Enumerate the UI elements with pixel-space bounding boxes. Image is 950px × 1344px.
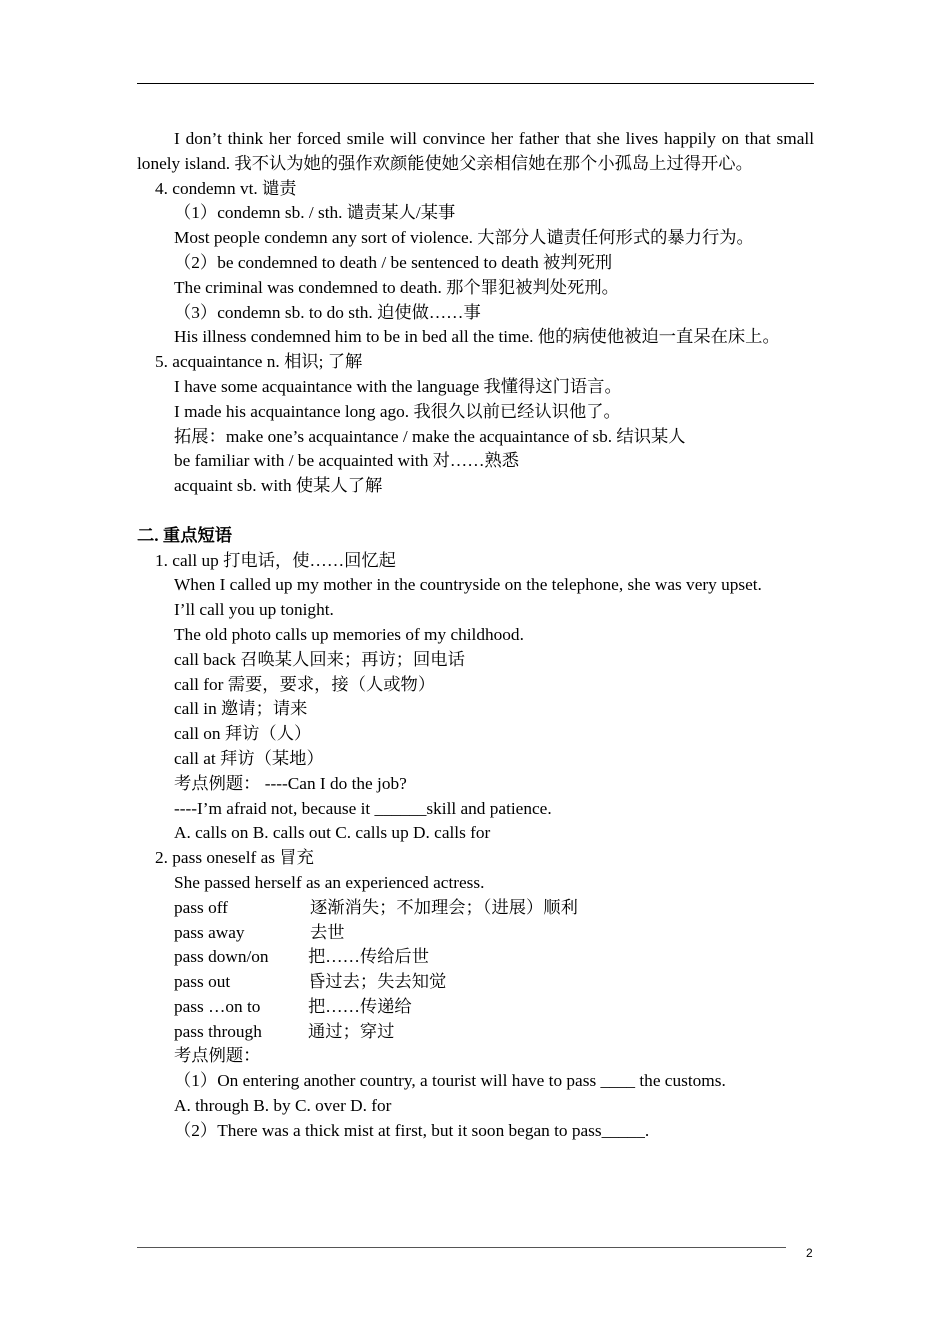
example-sentence: His illness condemned him to be in bed all the time. 他的病使他被迫一直呆在床上。 xyxy=(174,327,780,347)
phrase-item: call in 邀请；请来 xyxy=(174,699,308,719)
vocab-heading-acquaintance: 5. acquaintance n. 相识; 了解 xyxy=(155,352,363,372)
example-sentence: I don’t think her forced smile will convince her father that she lives happily on that small lonely island. 我不认为她的强作欢颜能使她父亲相信她在那个小孤岛上过得开心。 xyxy=(137,129,814,173)
example-sentence: The criminal was condemned to death. 那个罪犯被判处死刑。 xyxy=(174,277,619,297)
footer-rule xyxy=(137,1247,786,1248)
phrase-meaning: 通过；穿过 xyxy=(308,1021,395,1041)
example-sentence: The old photo calls up memories of my childhood. xyxy=(174,624,524,644)
section-heading: 二. 重点短语 xyxy=(137,525,233,545)
phrase-item: call back 召唤某人回来；再访；回电话 xyxy=(174,649,465,669)
phrase-item: call on 拜访（人） xyxy=(174,724,312,744)
example-sentence: I’ll call you up tonight. xyxy=(174,600,334,620)
phrase-term: pass down/on xyxy=(174,947,269,967)
phrase-meaning: 逐渐消失；不加理会；（进展）顺利 xyxy=(310,897,578,917)
document-body xyxy=(137,127,814,1144)
phrase-term: pass …on to xyxy=(174,996,261,1016)
exercise-question: 考点例题： ----Can I do the job? xyxy=(174,773,407,793)
vocab-heading-condemn: 4. condemn vt. 谴责 xyxy=(155,178,297,198)
exercise-question: ----I’m afraid not, because it ______skill and patience. xyxy=(174,798,552,818)
phrase-term: pass through xyxy=(174,1021,262,1041)
phrase-term: pass off xyxy=(174,897,228,917)
phrase-item: call for 需要，要求，接（人或物） xyxy=(174,674,436,694)
phrase-item: call at 拜访（某地） xyxy=(174,748,324,768)
example-sentence: When I called up my mother in the countryside on the telephone, she was very upset. xyxy=(174,575,762,595)
phrase-heading-call-up: 1. call up 打电话，使……回忆起 xyxy=(155,550,396,570)
phrase-meaning: 去世 xyxy=(310,922,345,942)
phrase-term: pass out xyxy=(174,972,231,992)
page-number: 2 xyxy=(806,1246,813,1260)
phrase-heading-pass-oneself-as: 2. pass oneself as 冒充 xyxy=(155,848,314,868)
phrase-item xyxy=(137,945,814,970)
usage-item: （2）be condemned to death / be sentenced to death 被判死刑 xyxy=(174,252,613,272)
header-rule xyxy=(137,83,814,84)
phrase-item xyxy=(137,896,814,921)
exercise-label: 考点例题： xyxy=(174,1046,261,1066)
exercise-options: A. through B. by C. over D. for xyxy=(174,1096,392,1116)
phrase-meaning: 把……传递给 xyxy=(308,996,412,1016)
phrase-item xyxy=(137,1020,814,1045)
phrase-item xyxy=(137,921,814,946)
extension-note: acquaint sb. with 使某人了解 xyxy=(174,476,383,496)
spacer xyxy=(137,499,814,524)
phrase-meaning: 昏过去；失去知觉 xyxy=(308,972,447,992)
example-sentence: I made his acquaintance long ago. 我很久以前已经认识他了。 xyxy=(174,401,621,421)
exercise-question: （2）There was a thick mist at first, but it soon began to pass_____. xyxy=(174,1120,650,1140)
phrase-item xyxy=(137,970,814,995)
phrase-meaning: 把……传给后世 xyxy=(308,947,429,967)
phrase-term: pass away xyxy=(174,922,245,942)
example-sentence: Most people condemn any sort of violence. 大部分人谴责任何形式的暴力行为。 xyxy=(174,228,754,248)
extension-note: 拓展：make one’s acquaintance / make the acquaintance of sb. 结识某人 xyxy=(174,426,686,446)
example-sentence: I have some acquaintance with the language 我懂得这门语言。 xyxy=(174,376,622,396)
usage-item: （3）condemn sb. to do sth. 迫使做……事 xyxy=(174,302,481,322)
exercise-question: （1）On entering another country, a tourist will have to pass ____ the customs. xyxy=(174,1071,726,1091)
exercise-options: A. calls on B. calls out C. calls up D. calls for xyxy=(174,823,491,843)
example-sentence: She passed herself as an experienced actress. xyxy=(174,872,485,892)
extension-note: be familiar with / be acquainted with 对……熟悉 xyxy=(174,451,520,471)
phrase-item xyxy=(137,995,814,1020)
usage-item: （1）condemn sb. / sth. 谴责某人/某事 xyxy=(174,203,456,223)
